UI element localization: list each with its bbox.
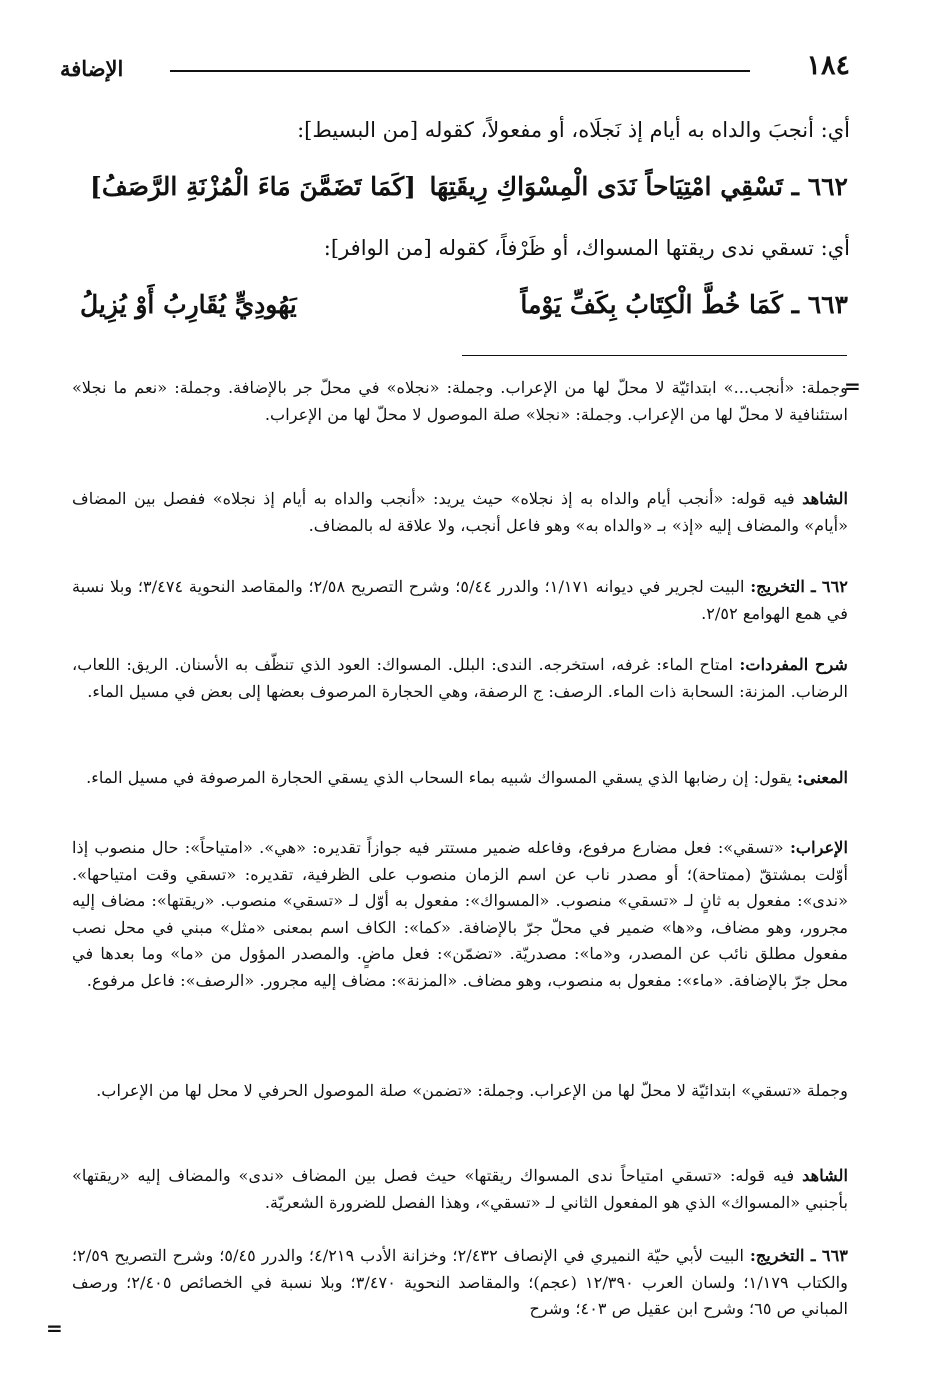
- page-header: [60, 50, 850, 90]
- verse-662-second-hemistich: [كَمَا تَضَمَّنَ مَاءَ الْمُزْنَةِ الرَّصَفُ]: [90, 172, 416, 201]
- text-line: أي: أنجبَ والداه به أيام إذ نَجلَاه، أو مفعولاً، كقوله [من البسيط]:: [297, 118, 850, 142]
- footnote-paragraph: [72, 574, 848, 627]
- footnote-separator: [462, 355, 847, 356]
- verse-text: كَمَا خُطَّ الْكِتَابُ بِكَفِّ يَوْماً: [520, 290, 783, 319]
- footnote-paragraph: [72, 486, 848, 539]
- footnote-label: الشاهد: [802, 489, 848, 508]
- verse-663-second-hemistich: يَهُودِيٍّ يُقَارِبُ أَوْ يُزِيلُ: [80, 290, 297, 319]
- footnote-paragraph: [72, 1163, 848, 1216]
- footnote-label: الشاهد: [802, 1166, 848, 1185]
- footnote-text: البيت لأبي حيّة النميري في الإنصاف ٢/٤٣٢؛ وخزانة الأدب ٤/٢١٩؛ والدرر ٥/٤٥؛ وشرح التصريح ٢/٥٩؛ والكتاب ١/١٧٩؛ ولسان العرب ١٢/٣٩٠ (عجم)؛ والمقاصد النحوية ٣/٤٧٠؛ وبلا نسبة في الخصائص ٢/٤٠٥؛ ورصف المباني ص ٦٥؛ وشرح ابن عقيل ص ٤٠٣؛ وشرح: [72, 1246, 848, 1318]
- verse-number: ٦٦٢ ـ: [791, 172, 848, 201]
- footnote-paragraph: وجملة «تسقي» ابتدائيّة لا محلّ لها من الإعراب. وجملة: «تضمن» صلة الموصول الحرفي لا محل لها من الإعراب.: [96, 1081, 848, 1100]
- footnote-label: الإعراب:: [789, 838, 848, 857]
- page-number: ١٨٤: [806, 50, 850, 81]
- footnote-label: المعنى:: [797, 768, 848, 787]
- continuation-mark: =: [46, 1316, 63, 1340]
- verse-text: تَسْقِي امْتِيَاحاً نَدَى الْمِسْوَاكِ رِيقَتِهَا: [429, 172, 783, 201]
- header-rule: [170, 70, 750, 72]
- verse-663-first-hemistich: [520, 290, 848, 319]
- chapter-title: الإضافة: [60, 56, 124, 81]
- footnote-text: البيت لجرير في ديوانه ١/١٧١؛ والدرر ٥/٤٤؛ وشرح التصريح ٢/٥٨؛ والمقاصد النحوية ٣/٤٧٤؛ وبلا نسبة في همع الهوامع ٢/٥٢.: [72, 577, 848, 623]
- footnote-paragraph: [72, 835, 848, 994]
- verse-number: ٦٦٣ ـ: [791, 290, 848, 319]
- footnote-label: ٦٦٣ ـ التخريج:: [749, 1246, 848, 1265]
- verse-662-first-hemistich: [429, 172, 848, 201]
- footnote-paragraph: وجملة: «أنجب...» ابتدائيّة لا محلّ لها من الإعراب. وجملة: «نجلاه» في محلّ جر بالإضافة. وجملة: «نعم ما نجلا» استئنافية لا محلّ لها من الإعراب. وجملة: «نجلا» صلة الموصول لا محلّ لها من الإعراب.: [72, 378, 848, 424]
- footnote-label: شرح المفردات:: [739, 655, 848, 674]
- footnote-text: فيه قوله: «أنجب أيام والداه به إذ نجلاه» حيث يريد: «أنجب والداه به أيام إذ نجلاه» ففصل بين المضاف «أيام» والمضاف إليه «إذ» بـ «والداه به» وهو فاعل أنجب، ولا علاقة له بالمضاف.: [72, 489, 848, 535]
- footnote-text: يقول: إن رضابها الذي يسقي المسواك شبيه بماء السحاب الذي يسقي الحجارة المرصوفة في مسيل الماء.: [86, 768, 798, 787]
- text-line: أي: تسقي ندى ريقتها المسواك، أو ظَرْفاً، كقوله [من الوافر]:: [323, 236, 850, 260]
- footnote-label: ٦٦٢ ـ التخريج:: [750, 577, 848, 596]
- footnote-text: «تسقي»: فعل مضارع مرفوع، وفاعله ضمير مستتر فيه جوازاً تقديره: «هي». «امتياحاً»: حال منصوب إذا أوّلت بمشتقّ (ممتاحة)؛ أو مصدر ناب عن اسم الزمان منصوب على الظرفية، تقديره: «تسقي وقت امتياحها». «ندى»: مفعول به ثانٍ لـ «تسقي» منصوب. «المسواك»: مفعول به أوّل لـ «تسقي» منصوب. «ريقتها»: مضاف إليه مجرور، وهو مضاف، و«ها» ضمير في محلّ جرّ بالإضافة. «كما»: الكاف اسم بمعنى «مثل» مبني في محل نصب مفعول مطلق نائب عن المصدر، و«ما»: مصدريّة. «تضمّن»: فعل ماضٍ. والمصدر المؤول من «ما» وما بعدها في محل جرّ بالإضافة. «ماء»: مفعول به منصوب، وهو مضاف. «المزنة»: مضاف إليه مجرور. «الرصف»: فاعل مرفوع.: [72, 838, 848, 990]
- footnote-text: امتاح الماء: غرفه، استخرجه. الندى: البلل. المسواك: العود الذي تنظّف به الأسنان. الريق: اللعاب، الرضاب. المزنة: السحابة ذات الماء. الرصف: ج الرصفة، وهي الحجارة المرصوف بعضها إلى بعض في مسيل الماء.: [72, 655, 848, 701]
- footnote-paragraph: [72, 765, 848, 792]
- footnote-text: فيه قوله: «تسقي امتياحاً ندى المسواك ريقتها» حيث فصل بين المضاف «ندى» والمضاف إليه «ريقتها» بأجنبي «المسواك» الذي هو المفعول الثاني لـ «تسقي»، وهذا الفصل للضرورة الشعريّة.: [72, 1166, 848, 1212]
- footnote-paragraph: [72, 1243, 848, 1323]
- continuation-mark: =: [844, 374, 861, 398]
- footnote-paragraph: [72, 652, 848, 705]
